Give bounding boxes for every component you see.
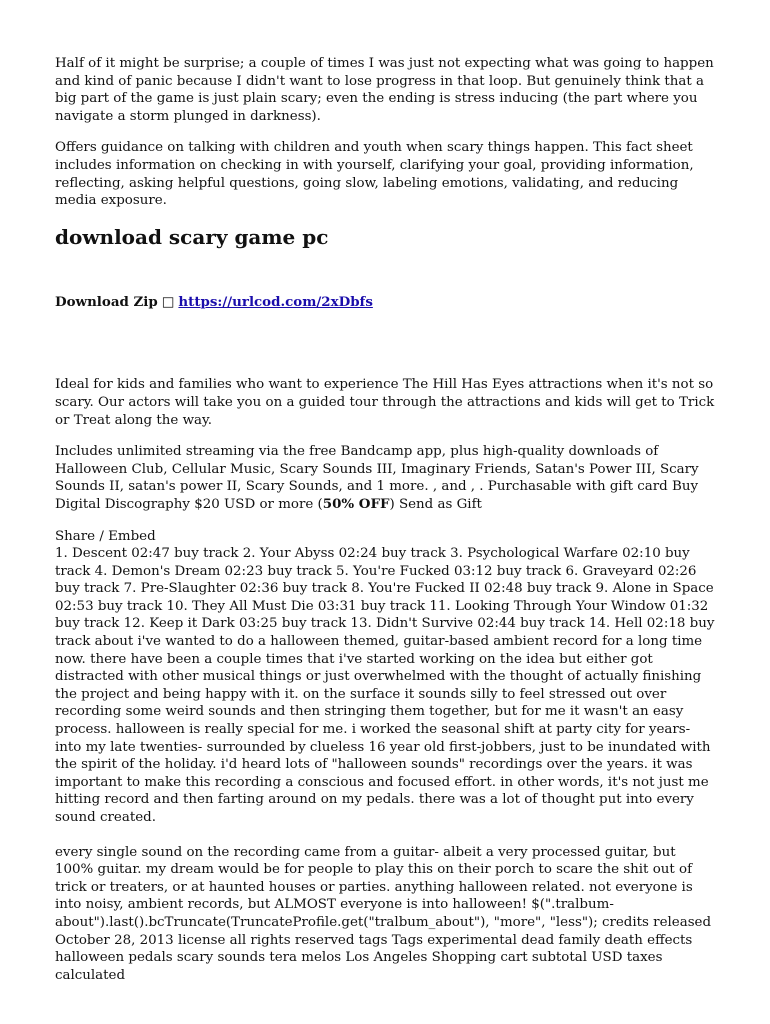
- download-line: [55, 294, 715, 312]
- page-title: download scary game pc: [55, 224, 329, 249]
- paragraph-guitar: every single sound on the recording came from a guitar- albeit a very processed guitar, but 100% guitar. my dream would be for people to play this on their porch to scare the shit out of trick or treaters, or at haunted houses or parties. anything halloween related. not everyone is into noisy, ambient records, but ALMOST everyone is into halloween! $(".tralbum-about").last().bcTruncate(TruncateProfile.get("tralbum_about"), "more", "less"); credits released October 28, 2013 license all rights reserved tags Tags experimental dead family death effects halloween pedals scary sounds tera melos Los Angeles Shopping cart subtotal USD taxes calculated: [55, 844, 712, 983]
- paragraph-bandcamp: [55, 443, 715, 513]
- document-page: [55, 55, 715, 984]
- paragraph-tracklist: [55, 528, 715, 827]
- download-link[interactable]: https://urlcod.com/2xDbfs: [178, 293, 373, 310]
- paragraph-intro: Half of it might be surprise; a couple of times I was just not expecting what was going to happen and kind of panic because I didn't want to lose progress in that loop. But genuinely think that a big part of the game is just plain scary; even the ending is stress inducing (the part where you navigate a storm plunged in darkness).: [55, 56, 714, 124]
- download-label: Download Zip: [55, 293, 158, 310]
- discount-badge: 50% OFF: [322, 495, 390, 512]
- share-embed-label: Share / Embed: [55, 528, 156, 544]
- box-icon: □: [161, 294, 175, 310]
- tracklist-text: 1. Descent 02:47 buy track 2. Your Abyss 02:24 buy track 3. Psychological Warfare 02:10 buy track 4. Demon's Dream 02:23 buy track 5. You're Fucked 03:12 buy track 6. Graveyard 02:26 buy track 7. Pre-Slaughter 02:36 buy track 8. You're Fucked II 02:48 buy track 9. Alone in Space 02:53 buy track 10. They All Must Die 03:31 buy track 11. Looking Through Your Window 01:32 buy track 12. Keep it Dark 03:25 buy track 13. Didn't Survive 02:44 buy track 14. Hell 02:18 buy track about i've wanted to do a halloween themed, guitar-based ambient record for a long time now. there have been a couple times that i've started working on the idea but either got distracted with other musical things or just overwhelmed with the thought of actually finishing the project and being happy with it. on the surface it sounds silly to feel stressed out over recording some weird sounds and then stringing them together, but for me it wasn't an easy process. halloween is really special for me. i worked the seasonal shift at party city for years- into my late twenties- surrounded by clueless 16 year old first-jobbers, just to be inundated with the spirit of the holiday. i'd heard lots of "halloween sounds" recordings over the years. it was important to make this recording a conscious and focused effort. in other words, it's not just me hitting record and then farting around on my pedals. there was a lot of thought put into every sound created.: [55, 546, 715, 825]
- bandcamp-text-after: ) Send as Gift: [389, 496, 482, 512]
- paragraph-guidance: Offers guidance on talking with children and youth when scary things happen. This fact sheet includes information on checking in with yourself, clarifying your goal, providing information, reflecting, asking helpful questions, going slow, labeling emotions, validating, and reducing media exposure.: [55, 140, 694, 209]
- bandcamp-text-before: Includes unlimited streaming via the free Bandcamp app, plus high-quality downloads of Halloween Club, Cellular Music, Scary Sounds III, Imaginary Friends, Satan's Power III, Scary Sounds II, satan's power II, Scary Sounds, and 1 more. , and , . Purchasable with gift card Buy Digital Discography $20 USD or more (: [55, 444, 699, 512]
- paragraph-hill-has-eyes: Ideal for kids and families who want to experience The Hill Has Eyes attractions when it's not so scary. Our actors will take you on a guided tour through the attractions and kids will get to Trick or Treat along the way.: [55, 377, 715, 428]
